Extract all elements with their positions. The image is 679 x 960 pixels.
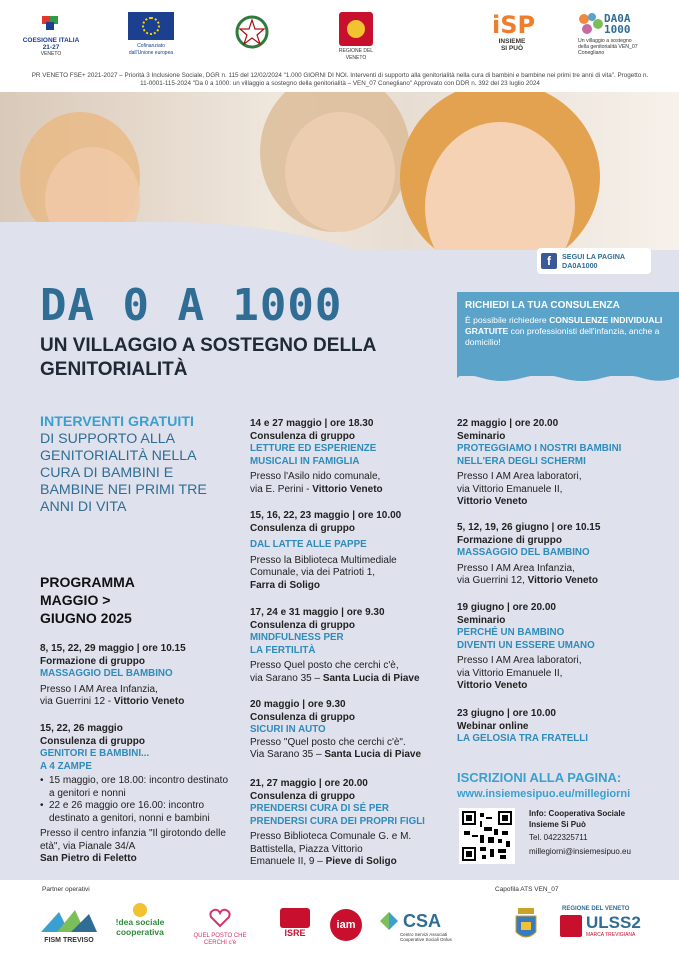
- partners-label: Partner operativi: [42, 886, 90, 893]
- quel-posto-logo: QUEL POSTO CHE CERCHI c'è: [185, 908, 255, 947]
- page-title: DA 0 A 1000: [40, 280, 343, 331]
- event-item: 21, 27 maggio | ore 20.00 Consulenza di gruppo PRENDERSI CURA DI SÉ PER PRENDERSI CURA DEI PROPRI FIGLI Presso Biblioteca Comunale G. e M. Battistella, Piazza Vittorio Emanuele II, 9 – Pieve di Soligo: [250, 778, 425, 867]
- emblem-icon: [234, 12, 270, 52]
- event-item: 14 e 27 maggio | ore 18.30 Consulenza di gruppo LETTURE ED ESPERIENZE MUSICALI IN FAMIGLIA Presso l'Asilo nido comunale, via E. Perini - Vittorio Veneto: [250, 418, 383, 495]
- fism-icon: [41, 908, 97, 932]
- regione-veneto-logo: REGIONE DEL VENETO: [334, 12, 378, 62]
- event-item: 20 maggio | ore 9.30 Consulenza di gruppo SICURI IN AUTO Presso "Quel posto che cerchi c'è". Via Sarano 35 – Santa Lucia di Piave: [250, 699, 422, 760]
- fism-logo: FISM TREVISO: [40, 908, 98, 944]
- lion-icon: [339, 12, 373, 46]
- facebook-follow-badge[interactable]: f SEGUI LA PAGINA DA0A1000: [537, 248, 651, 274]
- event-item: 17, 24 e 31 maggio | ore 9.30 Consulenza di gruppo MINDFULNESS PER LA FERTILITÀ Presso Quel posto che cerchi c'è, via Sarano 35 – Santa Lucia di Piave: [250, 607, 420, 684]
- eu-flag-icon: [128, 12, 174, 40]
- insieme-si-puo-logo: iSP INSIEME SI PUÒ: [492, 11, 536, 52]
- coesione-italia-logo: COESIONE ITALIA 21-27 VENETO: [22, 12, 80, 58]
- consultation-heading: RICHIEDI LA TUA CONSULENZA: [465, 300, 620, 311]
- event-item: 8, 15, 22, 29 maggio | ore 10.15 Formazione di gruppo MASSAGGIO DEL BAMBINO Presso I AM Area Infanzia, via Guerrini 12 - Vittorio Veneto: [40, 643, 186, 707]
- isp-icon: iSP: [492, 11, 536, 39]
- eu-logo: Cofinanziato dall'Unione europea: [128, 12, 174, 57]
- da0a1000-logo: DA0A 1000 Un villaggio a sostegno della genitorialità VEN_07 Conegliano: [578, 12, 638, 56]
- intro-text: INTERVENTI GRATUITI DI SUPPORTO ALLA GENITORIALITÀ NELLA CURA DI BAMBINI E BAMBINE NEI PRIMI TRE ANNI DI VITA: [40, 414, 207, 515]
- event-item: 15, 16, 22, 23 maggio | ore 10.00 Consulenza di gruppo DAL LATTE ALLE PAPPE Presso la Biblioteca Multimediale Comunale, via dei Patrioti 1, Farra di Soligo: [250, 510, 402, 591]
- registration-heading: ISCRIZIONI ALLA PAGINA:: [457, 770, 622, 785]
- idea-sociale-logo: !dea sociale cooperativa: [112, 903, 168, 937]
- event-item: 5, 12, 19, 26 giugno | ore 10.15 Formazione di gruppo MASSAGGIO DEL BAMBINO Presso I AM Area Infanzia, via Guerrini 12, Vittorio Veneto: [457, 522, 601, 586]
- ulss2-logo: REGIONE DEL VENETO ULSS2 MARCA TREVIGIANA: [562, 906, 641, 938]
- funding-disclaimer: PR VENETO FSE+ 2021-2027 – Priorità 3 Inclusione Sociale, DGR n. 115 del 12/02/2024 "1.000 GIORNI DI NOI. Interventi di supporto alla genitorialità nella cura di bambini e bambine nei primi tre anni di vita". Progetto n. 11-0001-115-2024 "Da 0 a 1000: un villaggio a sostegno della genitorialità – VEN_07 Conegliano" Approvato con DDR n. 392 del 23 luglio 2024: [31, 72, 649, 87]
- facebook-icon: f: [541, 253, 557, 269]
- qr-code[interactable]: [459, 808, 515, 864]
- event-item: 19 giugno | ore 20.00 Seminario PERCHÉ UN BAMBINO DIVENTI UN ESSERE UMANO Presso I AM Area laboratori, via Vittorio Emanuele II, Vittorio Veneto: [457, 602, 595, 691]
- regione-lion-icon: [560, 915, 582, 937]
- municipality-crest-logo: [511, 908, 541, 949]
- registration-link[interactable]: www.insiemesipuo.eu/millegiorni: [457, 788, 631, 800]
- page-subtitle: UN VILLAGGIO A SOSTEGNO DELLA GENITORIALITÀ: [40, 335, 376, 380]
- program-heading: PROGRAMMA MAGGIO > GIUGNO 2025: [40, 574, 135, 626]
- qr-code-icon: [462, 811, 512, 861]
- contact-email[interactable]: millegiorni@insiemesipuo.eu: [529, 846, 631, 856]
- consultation-text: È possibile richiedere CONSULENZE INDIVIDUALI GRATUITE con professionisti dell'infanzia, anche a domicilio!: [465, 315, 663, 347]
- adult-face: [285, 112, 395, 232]
- heart-house-icon: [209, 908, 231, 928]
- lightbulb-icon: [133, 903, 147, 917]
- isre-icon: [280, 908, 310, 928]
- event-item: 22 maggio | ore 20.00 Seminario PROTEGGIAMO I NOSTRI BAMBINI NELL'ERA DEGLI SCHERMI Presso I AM Area laboratori, via Vittorio Emanuele II, Vittorio Veneto: [457, 418, 622, 507]
- coesione-icon: [40, 12, 62, 34]
- consult-wave-decoration: [457, 374, 679, 384]
- italian-emblem-logo: [234, 12, 270, 55]
- header: [0, 0, 679, 92]
- crest-icon: [514, 908, 538, 944]
- isre-logo: ISRE: [278, 908, 312, 938]
- csa-logo: CSA Centro Servizi Associati Cooperative Sociali Onlus: [378, 910, 458, 942]
- iam-logo: iam: [330, 909, 362, 941]
- consultation-box: [457, 292, 679, 376]
- contact-info: Info: Cooperativa Sociale Insieme Si Può Tel. 0422325711 millegiorni@insiemesipuo.eu: [529, 809, 631, 856]
- event-item: 15, 22, 26 maggio Consulenza di gruppo GENITORI E BAMBINI... A 4 ZAMPE • 15 maggio, ore 18.00: incontro destinato a genitori e nonni • 22 e 26 maggio ore 16.00: incontro destinato a genitori, nonni e bambini Presso il centro infanzia "Il girotondo delle età", via Pianale 34/A San Pietro di Feletto: [40, 723, 230, 866]
- capofila-label: Capofila ATS VEN_07: [495, 886, 559, 893]
- event-item: 23 giugno | ore 10.00 Webinar online LA GELOSIA TRA FRATELLI: [457, 708, 588, 744]
- csa-icon: [378, 910, 400, 932]
- colorful-hands-icon: [578, 12, 604, 36]
